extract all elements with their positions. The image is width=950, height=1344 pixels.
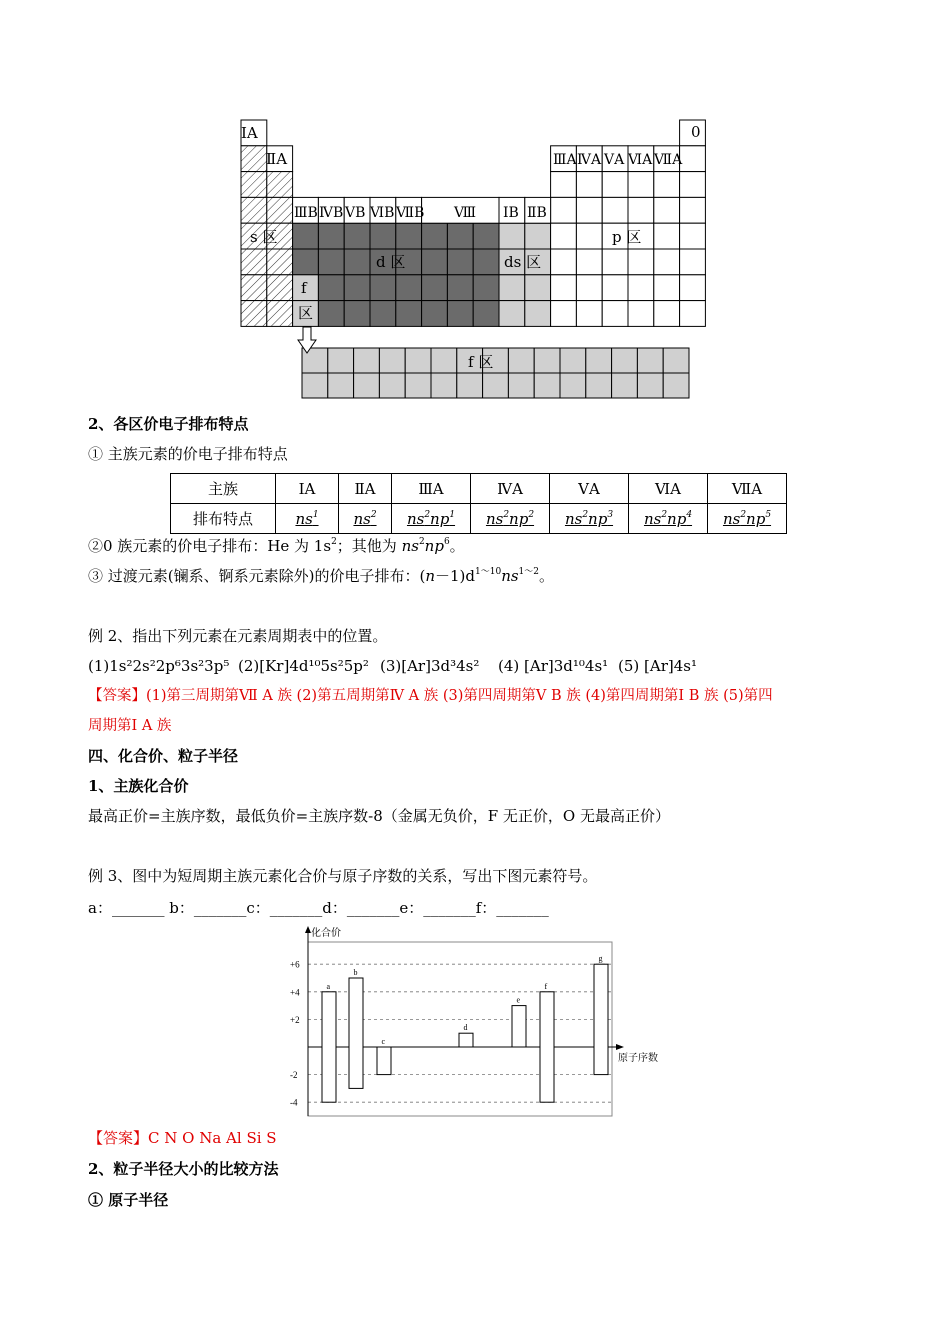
- pt-cell-d: [473, 301, 499, 327]
- chart-ytick-label: +4: [290, 987, 300, 998]
- group-label-3a: ⅢA: [553, 152, 577, 168]
- pt-cell-p: [680, 197, 706, 223]
- valence-table: [170, 473, 787, 534]
- pt-cell-f-row: [560, 373, 586, 398]
- pt-cell-p: [576, 223, 602, 249]
- example3-blanks: a：_______ b：_______c：_______d：_______e：_______f：_______: [88, 899, 549, 917]
- pt-cell-ds: [499, 275, 525, 301]
- pt-cell-p: [680, 275, 706, 301]
- chart-bar-c: [377, 1047, 391, 1075]
- chart-bar-label: d: [463, 1023, 468, 1033]
- pt-cell-f-row: [379, 373, 405, 398]
- pt-cell-d: [447, 249, 473, 275]
- pt-cell-p: [602, 301, 628, 327]
- pt-cell-f-row: [663, 373, 689, 398]
- pt-cell-ds: [525, 275, 551, 301]
- pt-cell-d: [318, 223, 344, 249]
- pt-cell-p: [576, 249, 602, 275]
- group-label-3b: ⅢB: [294, 205, 318, 221]
- pt-cell-f-row: [483, 373, 509, 398]
- pt-cell-p: [551, 301, 577, 327]
- table-group-1a: ⅠA: [276, 474, 339, 504]
- pt-cell-d: [447, 275, 473, 301]
- pt-cell-p: [602, 197, 628, 223]
- group-label-6b: ⅥB: [370, 205, 395, 221]
- chart-x-arrow-icon: [616, 1044, 624, 1050]
- pt-cell-d: [422, 275, 448, 301]
- chart-bar-d: [459, 1033, 473, 1047]
- chart-bar-label: e: [516, 995, 521, 1005]
- answer2-line1: 【答案】(1)第三周期第Ⅶ A 族 (2)第五周期第Ⅳ A 族 (3)第四周期第Ⅴ B 族 (4)第四周期第Ⅰ B 族 (5)第四: [88, 688, 773, 704]
- group-label-1b: ⅠB: [503, 205, 519, 221]
- chart-bar-label: c: [381, 1037, 386, 1046]
- pt-cell-f-row: [508, 348, 534, 373]
- group-label-2a: ⅡA: [266, 150, 288, 168]
- chart-bar-label: f: [544, 981, 548, 991]
- pt-cell-p: [602, 249, 628, 275]
- table-group-7a: ⅦA: [708, 474, 787, 504]
- sub2-item1: ① 原子半径: [88, 1191, 169, 1209]
- pt-cell-f-row: [405, 373, 431, 398]
- pt-cell-f-row: [560, 348, 586, 373]
- pt-cell-d: [422, 301, 448, 327]
- group-label-2b: ⅡB: [527, 205, 547, 221]
- pt-cell-d: [344, 301, 370, 327]
- group-label-7a: ⅦA: [654, 152, 683, 168]
- chart-ytick-label: -4: [290, 1097, 298, 1108]
- pt-cell-d: [370, 223, 396, 249]
- chart-ylabel: 化合价: [311, 928, 341, 939]
- chart-bar-label: g: [598, 954, 603, 964]
- chart-ytick-label: +6: [290, 959, 300, 970]
- group-label-5b: ⅤB: [345, 205, 366, 221]
- pt-cell-p: [551, 249, 577, 275]
- pt-cell-d: [344, 249, 370, 275]
- example3-title: 例 3、图中为短周期主族元素化合价与原子序数的关系，写出下图元素符号。: [88, 867, 598, 885]
- pt-cell-s: [241, 172, 267, 198]
- pt-cell-d: [318, 275, 344, 301]
- chart-xlabel: 原子序数: [618, 1053, 658, 1064]
- pt-cell-f-row: [612, 348, 638, 373]
- group-label-1a: ⅠA: [241, 124, 258, 142]
- pt-cell-f-row: [328, 348, 354, 373]
- pt-cell-d: [473, 249, 499, 275]
- pt-cell-p: [551, 275, 577, 301]
- chart-ytick-label: +2: [290, 1014, 300, 1025]
- s-block-label: s 区: [250, 228, 278, 246]
- pt-cell-s: [241, 301, 267, 327]
- pt-cell-d: [318, 249, 344, 275]
- pt-cell-p: [551, 172, 577, 198]
- example2-item-5: (5) [Ar]4s¹: [618, 657, 697, 675]
- group-label-6a: ⅥA: [628, 152, 653, 168]
- table-group-6a: ⅥA: [629, 474, 708, 504]
- pt-cell-d: [396, 275, 422, 301]
- pt-cell-f-row: [431, 373, 457, 398]
- table-config-2a: $ns^2$: [339, 504, 392, 534]
- table-group-3a: ⅢA: [392, 474, 471, 504]
- pt-cell-p: [628, 275, 654, 301]
- pt-cell-s: [267, 197, 293, 223]
- group-label-4a: ⅣA: [577, 152, 602, 168]
- pt-cell-p: [654, 249, 680, 275]
- chart-bar-label: a: [326, 981, 331, 991]
- pt-cell-s: [241, 275, 267, 301]
- pt-cell-p: [602, 275, 628, 301]
- pt-cell-p: [576, 197, 602, 223]
- pt-cell-p: [628, 301, 654, 327]
- pt-cell-s: [267, 172, 293, 198]
- pt-cell-f-row: [586, 348, 612, 373]
- group-label-8: Ⅷ: [454, 205, 477, 221]
- chart-bar-e: [512, 1006, 526, 1047]
- pt-cell-p: [576, 301, 602, 327]
- table-config-7a: $ns^2np^5$: [708, 504, 787, 534]
- f-block-bottom-label: 区: [298, 304, 314, 322]
- group-label-5a: ⅤA: [604, 152, 625, 168]
- pt-cell-p: [680, 172, 706, 198]
- pt-cell-ds: [525, 301, 551, 327]
- pt-cell-s: [241, 249, 267, 275]
- item1-text: ① 主族元素的价电子排布特点: [88, 445, 288, 463]
- chart-bar-g: [594, 964, 608, 1074]
- chart-bar-f: [540, 992, 554, 1102]
- section4-title: 四、化合价、粒子半径: [88, 747, 239, 765]
- group-label-0: 0: [691, 123, 701, 141]
- pt-cell-s: [267, 275, 293, 301]
- pt-cell-d: [318, 301, 344, 327]
- example2-title: 例 2、指出下列元素在元素周期表中的位置。: [88, 627, 388, 645]
- pt-cell-f-row: [508, 373, 534, 398]
- pt-cell-ds: [525, 223, 551, 249]
- chart-bar-b: [349, 978, 363, 1088]
- pt-cell-ds: [499, 301, 525, 327]
- pt-cell-f-row: [586, 373, 612, 398]
- chart-bar-label: b: [353, 968, 358, 977]
- table-head-config: 排布特点: [171, 504, 276, 534]
- sub1-title: 1、主族化合价: [88, 777, 189, 795]
- pt-cell-d: [344, 223, 370, 249]
- pt-cell-d: [370, 301, 396, 327]
- pt-cell-d: [422, 249, 448, 275]
- table-group-5a: ⅤA: [550, 474, 629, 504]
- sub2-title: 2、粒子半径大小的比较方法: [88, 1160, 279, 1178]
- example2-item-3: (3)[Ar]3d³4s²: [380, 657, 480, 675]
- f-block-top-label: f: [301, 279, 307, 297]
- answer3: 【答案】C N O Na Al Si S: [88, 1129, 277, 1147]
- pt-cell-f-row: [302, 373, 328, 398]
- pt-cell-d: [447, 301, 473, 327]
- pt-cell-d: [473, 275, 499, 301]
- example2-item-2: (2)[Kr]4d¹⁰5s²5p²: [238, 657, 369, 675]
- table-config-1a: $ns^1$: [276, 504, 339, 534]
- pt-cell-p: [551, 197, 577, 223]
- pt-cell-p: [576, 275, 602, 301]
- item3-text: ③ 过渡元素(镧系、锕系元素除外)的价电子排布：$(n-1)d^{1\sim 10}ns^{1\sim 2}$。: [88, 567, 555, 585]
- pt-cell-d: [293, 249, 319, 275]
- pt-cell-d: [447, 223, 473, 249]
- pt-cell-p: [654, 275, 680, 301]
- pt-cell-p: [680, 301, 706, 327]
- pt-cell: [680, 146, 706, 172]
- pt-cell-f-row: [354, 348, 380, 373]
- pt-cell-p: [654, 301, 680, 327]
- pt-cell-p: [551, 223, 577, 249]
- pt-cell-s: [241, 197, 267, 223]
- pt-cell-s: [267, 301, 293, 327]
- example2-item-1: (1)1s²2s²2p⁶3s²3p⁵: [88, 657, 230, 675]
- group-label-4b: ⅣB: [319, 205, 344, 221]
- pt-cell-f-row: [431, 348, 457, 373]
- pt-cell-f-row: [405, 348, 431, 373]
- pt-cell-ds: [499, 223, 525, 249]
- pt-cell-d: [293, 223, 319, 249]
- pt-cell-f-row: [354, 373, 380, 398]
- pt-cell-p: [654, 172, 680, 198]
- chart-bar-a: [322, 992, 336, 1102]
- f-row-label: f 区: [468, 353, 494, 371]
- pt-cell-d: [473, 223, 499, 249]
- pt-cell-f-row: [663, 348, 689, 373]
- pt-cell-d: [396, 223, 422, 249]
- pt-cell-d: [422, 223, 448, 249]
- d-block-label: d 区: [376, 253, 406, 271]
- table-config-5a: $ns^2np^3$: [550, 504, 629, 534]
- pt-cell-p: [628, 172, 654, 198]
- pt-cell-s: [267, 249, 293, 275]
- pt-cell-p: [654, 223, 680, 249]
- table-config-3a: $ns^2np^1$: [392, 504, 471, 534]
- pt-cell-f-row: [457, 373, 483, 398]
- section2-title: 2、各区价电子排布特点: [88, 415, 249, 433]
- pt-cell-d: [396, 301, 422, 327]
- pt-cell-p: [602, 172, 628, 198]
- pt-cell-p: [680, 249, 706, 275]
- pt-cell-f-row: [637, 348, 663, 373]
- pt-cell-p: [576, 172, 602, 198]
- pt-cell-d: [370, 275, 396, 301]
- group-label-7b: ⅦB: [396, 205, 425, 221]
- table-group-4a: ⅣA: [471, 474, 550, 504]
- answer2-line2: 周期第Ⅰ A 族: [88, 718, 172, 734]
- table-head-group: 主族: [171, 474, 276, 504]
- pt-cell-s: [241, 146, 267, 172]
- pt-cell-f-row: [612, 373, 638, 398]
- ds-block-label: ds 区: [504, 253, 542, 271]
- item2-text: ②0 族元素的价电子排布：He 为 $1s^2$；其他为 $ns^2np^6$。: [88, 537, 465, 555]
- pt-cell-f-row: [637, 373, 663, 398]
- table-config-4a: $ns^2np^2$: [471, 504, 550, 534]
- p-block-label: p 区: [612, 228, 642, 246]
- example2-item-4: (4) [Ar]3d¹⁰4s¹: [498, 657, 609, 675]
- table-group-2a: ⅡA: [339, 474, 392, 504]
- valence-chart: [280, 922, 670, 1122]
- pt-cell-p: [680, 223, 706, 249]
- table-config-6a: $ns^2np^4$: [629, 504, 708, 534]
- pt-cell-p: [628, 197, 654, 223]
- periodic-table-figure: [236, 115, 701, 405]
- pt-cell-f-row: [534, 348, 560, 373]
- pt-cell-f-row: [534, 373, 560, 398]
- pt-cell-f-row: [379, 348, 405, 373]
- pt-cell-p: [628, 249, 654, 275]
- pt-cell-d: [344, 275, 370, 301]
- pt-cell-p: [654, 197, 680, 223]
- chart-ytick-label: -2: [290, 1070, 298, 1081]
- valence-rule: 最高正价=主族序数，最低负价=主族序数-8（金属无负价，F 无正价，O 无最高正价）: [88, 807, 670, 825]
- pt-cell-f-row: [328, 373, 354, 398]
